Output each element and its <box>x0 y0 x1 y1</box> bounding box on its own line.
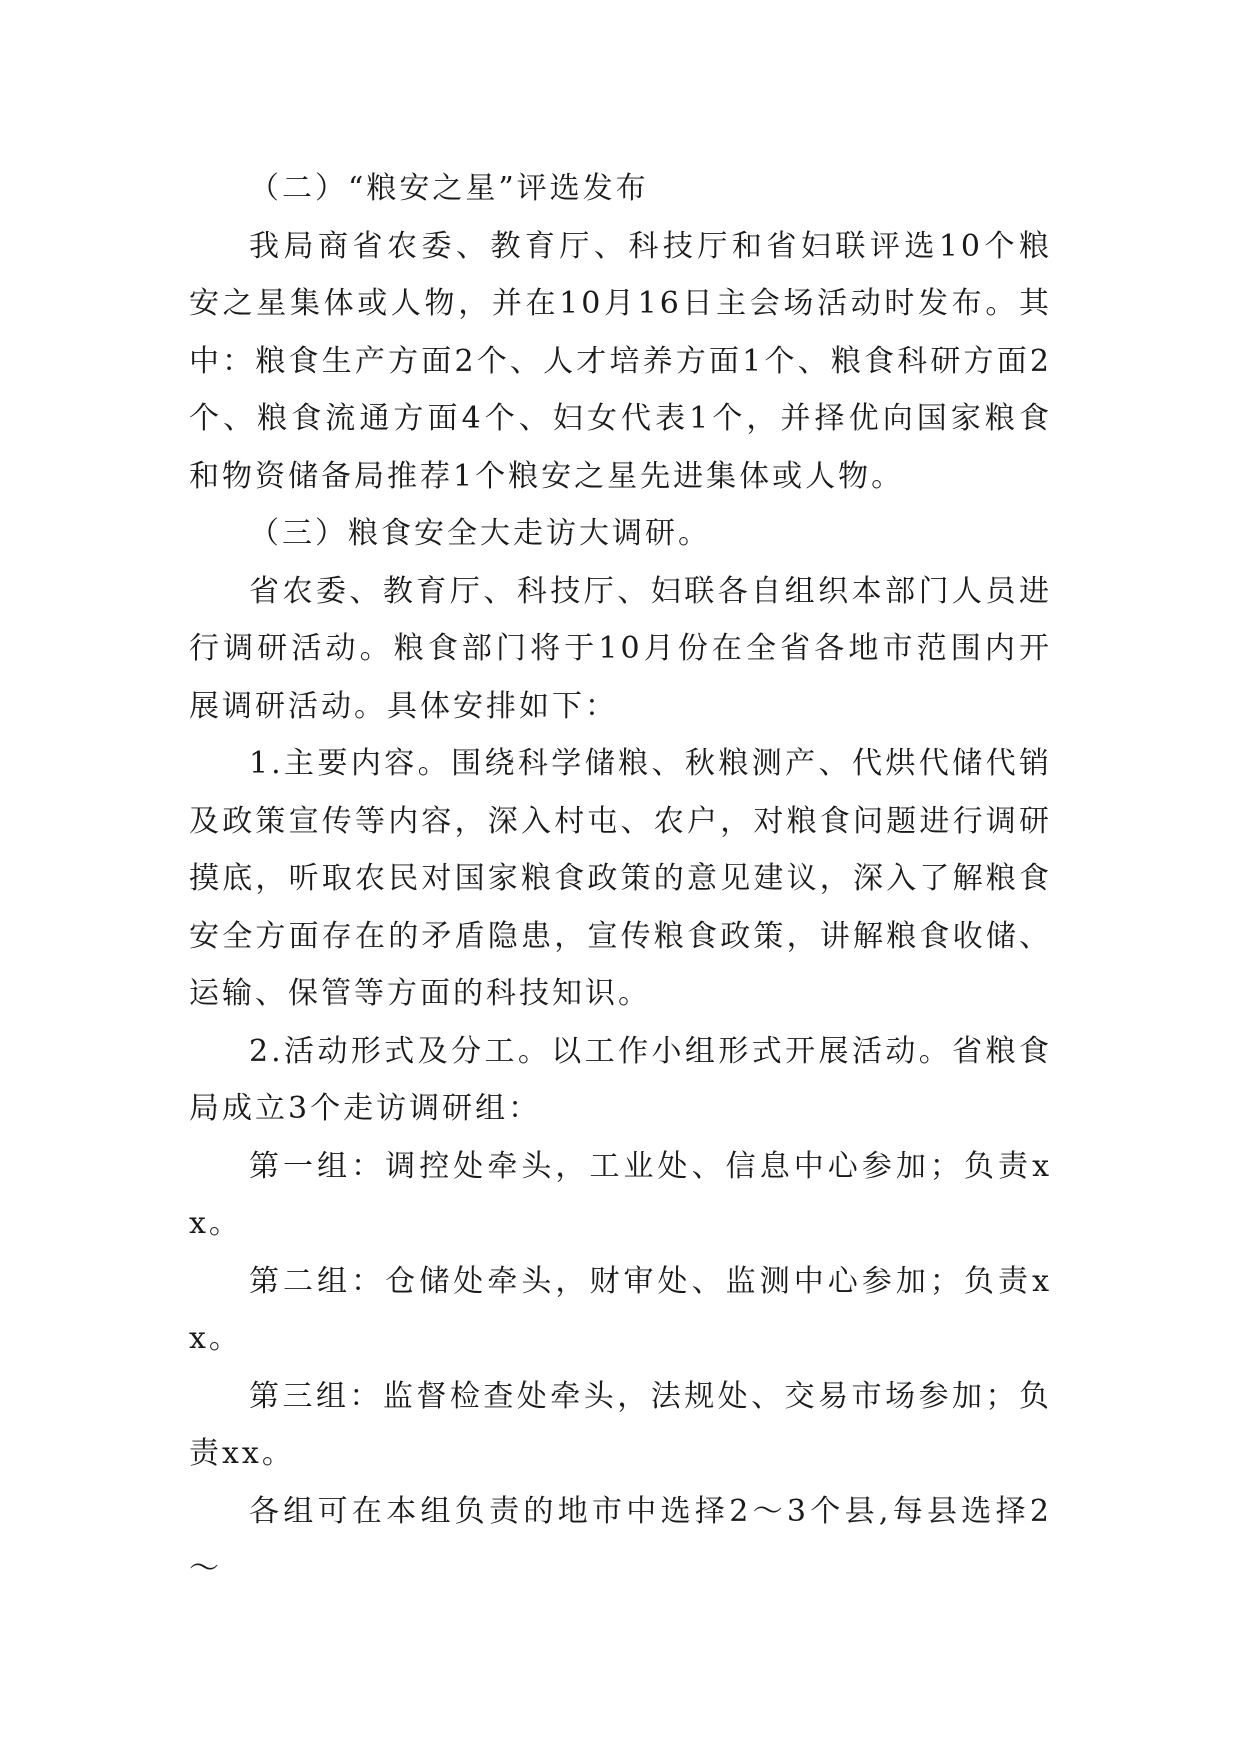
paragraph-activity-form: 2.活动形式及分工。以工作小组形式开展活动。省粮食局成立3个走访调研组： <box>189 1033 1052 1126</box>
paragraph-survey-overview: 省农委、教育厅、科技厅、妇联各自组织本部门人员进行调研活动。粮食部门将于10月份在全省各地市范围内开展调研活动。具体安排如下： <box>189 573 1052 724</box>
document-body <box>189 160 1052 1598</box>
paragraph-group-two: 第二组：仓储处牵头，财审处、监测中心参加；负责xx。 <box>189 1263 1052 1356</box>
paragraph-main-content: 1.主要内容。围绕科学储粮、秋粮测产、代烘代储代销及政策宣传等内容，深入村屯、农户，对粮食问题进行调研摸底，听取农民对国家粮食政策的意见建议，深入了解粮食安全方面存在的矛盾隐患，宣传粮食政策，讲解粮食收储、运输、保管等方面的科技知识。 <box>189 746 1052 1011</box>
paragraph-county-selection: 各组可在本组负责的地市中选择2～3个县,每县选择2～ <box>189 1493 1052 1586</box>
paragraph-group-three: 第三组：监督检查处牵头，法规处、交易市场参加；负责xx。 <box>189 1378 1052 1471</box>
section-heading-survey: （三）粮食安全大走访大调研。 <box>249 516 711 551</box>
paragraph-star-selection-details: 我局商省农委、教育厅、科技厅和省妇联评选10个粮安之星集体或人物，并在10月16日主会场活动时发布。其中：粮食生产方面2个、人才培养方面1个、粮食科研方面2个、粮食流通方面4个、妇女代表1个，并择优向国家粮食和物资储备局推荐1个粮安之星先进集体或人物。 <box>189 228 1052 494</box>
paragraph-group-one: 第一组：调控处牵头，工业处、信息中心参加；负责xx。 <box>189 1148 1052 1241</box>
section-heading-star-selection: （二）“粮安之星”评选发布 <box>249 171 649 206</box>
